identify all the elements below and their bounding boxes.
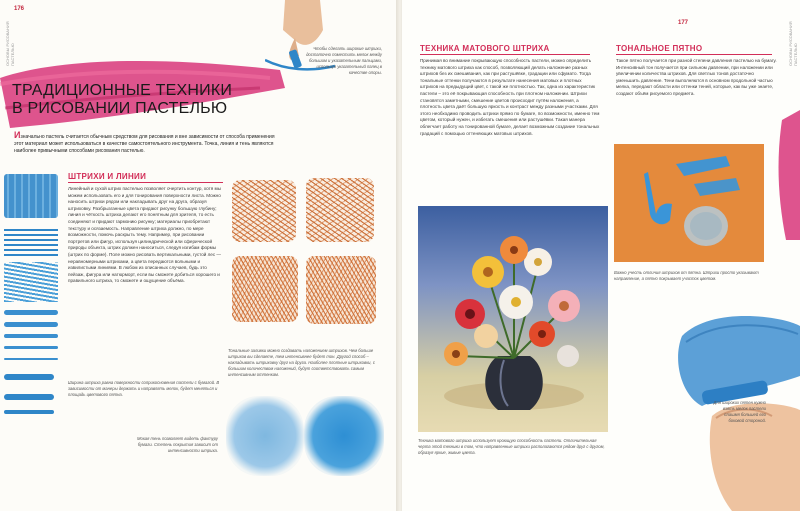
page-number-left: 176 (14, 6, 25, 12)
magenta-edge-stroke (772, 110, 800, 240)
stroke-sample-vertical (4, 174, 58, 218)
section-heading-tonal: ТОНАЛЬНОЕ ПЯТНО (616, 44, 703, 53)
stroke-sample-diagonal (4, 262, 58, 302)
matte-heading-rule (420, 54, 590, 55)
stroke-line-3 (4, 334, 58, 338)
blue-stroke-samples (2, 170, 64, 430)
tonal-example-swatch (614, 144, 764, 262)
running-head-right: ОСНОВЫ РИСОВАНИЯ ПАСТЕЛЬЮ (788, 21, 798, 66)
blue-soft-tone-sample (226, 396, 304, 476)
intro-dropcap: И (14, 130, 21, 140)
stroke-line-1 (4, 310, 58, 315)
tonal-caption: Важно учесть отличия штрихов от пятна. Штрихи просто указывают направление, а пятно покрывает участок цветом. (614, 270, 759, 281)
painting-caption: Техника матового штриха использует кроющую способность пастели. Отличительная черта этой техники в том, что направленные штрихи располагаются рядом друг с другом, образуя яркие, живые цвета. (418, 438, 605, 455)
title-line-2: В РИСОВАНИИ ПАСТЕЛЬЮ (12, 100, 228, 117)
hatch-sample-3 (232, 256, 298, 322)
texture-caption: Мокая тень позволяет видеть фактуру бумаги. Степень покрытия зависит от интенсивности штриха. (137, 436, 218, 453)
matte-body: Принимая во внимание покрывающую способность пастели, можно определить технику матового штриха как способ, позволяющий делать наложение разных штрихов без их смешивания, как при растушёвке, градации или сфумато. Тогда тональные оттенки получаются в результате нанесения матовых и плотных штрихов на предыдущий цвет, с такой же плотностью. Так, одна из характеристик пастели – это её покрывающая способность при плотном наложении. Штрихи становятся заметными, смешение цветов происходит путём наложения, а плотность цвета даёт большую яркость и контраст между разными участками. Для этого необходимо проводить штрихи прямо по бумаге, по возможности, именно тем цветом, который нужен, и избегать смешения или растушёвки. Такая манера облегчает работу на тонированной бумаге, делает возможным создание тональных градаций с помощью оттеняющих матовых штрихов. (420, 58, 600, 136)
stroke-sample-horizontal (4, 226, 58, 256)
stroke-line-5 (4, 358, 58, 360)
stroke-line-2 (4, 322, 58, 327)
stroke-line-6 (4, 374, 54, 380)
blue-dense-tone-sample (304, 396, 384, 476)
hatch-sample-4 (306, 256, 376, 324)
intro-paragraph (14, 132, 276, 155)
title-line-1: ТРАДИЦИОННЫЕ ТЕХНИКИ (12, 82, 233, 99)
left-page (0, 0, 398, 511)
hatch-sample-2 (306, 178, 374, 242)
section-heading-matte: ТЕХНИКА МАТОВОГО ШТРИХА (420, 44, 550, 53)
stroke-line-4 (4, 346, 58, 349)
strokes-caption: Ширина штриха равна поверхности соприкосновения пастели с бумагой. В зависимости от манеры держать и направлять мелок, будет меняться и площадь цветового пятна. (68, 380, 220, 397)
flower-painting-artwork (418, 206, 608, 432)
section-body-strokes: Линейный и сухой штрих пастелью позволяет очертить контур, хотя мы можем использовать его и для тонирования поверхности листа. Можно наносить штрихи рядом или накладывать друг на друга, образуя штриховку. Разбрызганные цвета придают рисунку большую глубину; линия и чёткость штриха делают его понятным для зрителя, то есть соединяют и придают гармонию рисунку; материалы приобретают текстуру и осязаемость. Направление штриха должно, по мере возможности, помочь раскрыть тему. Например, при рисовании портретов или фигур, используя цилиндрической или сферической природы объекта, штрих должен наноситься, следуя изгибам формы (штрих по форме). Поле можно рисовать вертикальными, густой лес — неравномерными штрихами, а цвета передаются вольными и извилистыми линиями. В любом из описанных случаев, будь это пейзаж, фигура или натюрморт, если вы сможете добиться хорошего и правильного штриха, то сможете и ощущение объёма. (68, 186, 222, 284)
right-page (402, 0, 800, 511)
section-heading-strokes: ШТРИХИ И ЛИНИИ (68, 172, 147, 181)
orange-hatching-samples (230, 178, 382, 338)
tonal-example-marks (614, 144, 764, 262)
hatch-sample-1 (232, 180, 296, 242)
stroke-line-7 (4, 394, 54, 400)
flower-painting (418, 206, 608, 432)
tonal-heading-rule (616, 54, 772, 55)
tonal-body: Такое пятно получается при разной степени давления пастелью на бумагу. Интенсивный тон получается при сильном давлении, при наложении или увеличении количества штрихов. Для светлых тонов достаточно уменьшить давление. Тени выполняются в основном продольной частью мелка, передают области или оттенки теней, которые, как вы уже знаете, создают объём рисуемого предмета. (616, 58, 777, 96)
running-head-left: ОСНОВЫ РИСОВАНИЯ ПАСТЕЛЬЮ (5, 21, 15, 66)
heading-rule (68, 182, 223, 183)
hand-caption-left: Чтобы сделать широкие штрихи, достаточно поместить мелок между большим и указательным пальцами, используя указательный палец в качестве опоры. (306, 46, 382, 75)
page-number-right: 177 (678, 20, 689, 26)
stroke-line-8 (4, 410, 54, 414)
page-title (12, 82, 272, 118)
intro-text: значально пастель считается обычным средством для рисования и вне зависимости от способа применения этот материал может использоваться в качестве самостоятельного инструмента. Точка, линия и тень являются наиболее привычными способами рисования пастелью. (14, 134, 275, 154)
hatch-caption: Тональные заливки можно создавать наложением штрихов. Чем больше штрихов вы сделаете, тем интенсивнее будет тон. Другой способ – накладывать штриховку друг на друга. Наиболее плотные штриховки, с большим количеством наложений, будут соответствовать самым интенсивным оттенкам. (228, 348, 375, 377)
hand-caption-right: Для широких пятен нужно взять мелок пастели плашмя большей его боковой стороной. (713, 400, 766, 423)
